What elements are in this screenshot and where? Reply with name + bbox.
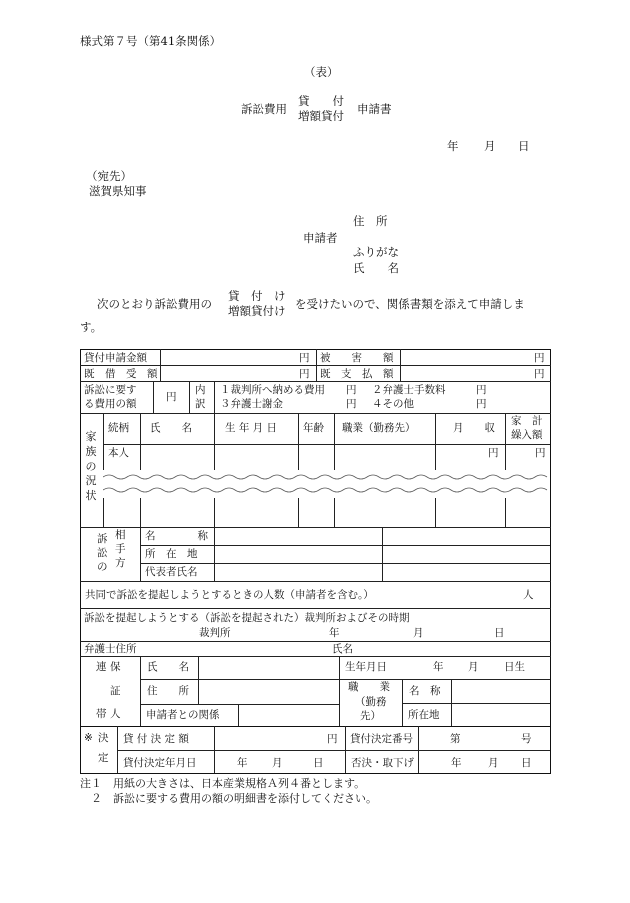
page-side-label: （表） (304, 65, 339, 79)
damage-amount-label: 被 害 額 (320, 352, 394, 364)
lawyer-address-label: 弁護士住所 (84, 643, 137, 655)
guarantor-birth-month: 月 (468, 661, 479, 673)
applicant-name-label: 氏 名 (353, 261, 399, 275)
opponent-label-5: 手 (115, 543, 126, 555)
guarantor-birth-day: 日生 (504, 661, 525, 673)
court-label: 裁判所 (199, 627, 231, 639)
decided-amount-yen: 円 (327, 733, 338, 745)
opponent-name-label: 名 称 (145, 530, 208, 542)
lawyer-fee-yen: 円 (476, 384, 487, 396)
guarantor-name-label: 氏 名 (147, 661, 189, 673)
col-occupation: 職業（勤務先） (342, 422, 416, 434)
court-fee-yen: 円 (346, 384, 357, 396)
col-birth: 生 年 月 日 (225, 422, 278, 434)
decision-date-year: 年 (237, 757, 248, 769)
already-paid-yen: 円 (534, 368, 545, 380)
guarantor-label-5: 人 (110, 708, 121, 720)
guarantor-job-line1: 職 業 (348, 681, 390, 693)
rejection-label: 否決・取下げ (351, 757, 414, 769)
addressee-label: （宛先） (86, 169, 132, 183)
guarantor-location-label: 所在地 (408, 709, 440, 721)
court-date-month: 月 (413, 627, 424, 639)
col-relation: 続柄 (108, 422, 129, 434)
decision-mark: ※ (84, 732, 93, 744)
opponent-label-4: 相 (115, 529, 126, 541)
addressee-name: 滋賀県知事 (89, 184, 147, 198)
guarantor-job-line3: 先） (360, 710, 381, 722)
opponent-label-6: 方 (115, 557, 126, 569)
title-option-increase: 増額貸付 (298, 109, 344, 123)
already-received-label: 既 借 受 額 (84, 368, 158, 380)
title-option-loan: 貸 付 (298, 94, 344, 108)
guarantor-birth-label: 生年月日 (345, 661, 387, 673)
applicant-label: 申請者 (303, 231, 338, 245)
statement-option-increase: 増額貸付け (228, 304, 286, 318)
date-year: 年 (447, 139, 459, 153)
cost-label-line1: 訴訟に要す (84, 384, 137, 396)
rejection-date-day: 日 (521, 757, 532, 769)
decision-number-prefix: 第 (450, 733, 461, 745)
other-cost-yen: 円 (476, 398, 487, 410)
rejection-date-year: 年 (451, 757, 462, 769)
decision-number-suffix: 号 (521, 733, 532, 745)
decision-date-month: 月 (272, 757, 283, 769)
decision-date-day: 日 (313, 757, 324, 769)
date-month: 月 (484, 139, 496, 153)
guarantor-label-2: 保 (110, 661, 121, 673)
other-cost-label: ４その他 (372, 398, 414, 410)
date-day: 日 (518, 139, 530, 153)
omitted-rows-wave (103, 470, 549, 498)
court-fee-label: １裁判所へ納める費用 (220, 384, 325, 396)
cost-label-line2: る費用の額 (84, 398, 137, 410)
guarantor-relation-label: 申請者との関係 (146, 709, 220, 721)
form-number: 様式第７号（第41条関係） (80, 34, 222, 48)
rejection-date-month: 月 (488, 757, 499, 769)
statement-wrap: す。 (80, 320, 103, 334)
statement-option-loan: 貸 付 け (228, 289, 286, 303)
note-attach-statement: ２ 訴訟に要する費用の額の明細書を添付してください。 (80, 792, 377, 805)
damage-amount-yen: 円 (534, 352, 545, 364)
opponent-label-3: の (97, 561, 108, 573)
coplaintiffs-persons: 人 (523, 589, 534, 601)
decision-label-2: 定 (98, 752, 109, 764)
col-age: 年齢 (303, 422, 324, 434)
court-date-day: 日 (494, 627, 505, 639)
applicant-furigana-label: ふりがな (353, 245, 399, 259)
self-support-yen: 円 (535, 447, 546, 459)
guarantor-label-3: 証 (110, 685, 121, 697)
self-row-relation: 本人 (108, 447, 129, 459)
opponent-rep-label: 代表者氏名 (145, 566, 198, 578)
already-received-yen: 円 (299, 368, 310, 380)
applicant-address-label: 住 所 (353, 214, 388, 228)
opponent-label-2: 訟 (97, 547, 108, 559)
lawyer-fee-label: ２弁護士手数料 (372, 384, 446, 396)
statement-after: を受けたいので、関係書類を添えて申請しま (295, 297, 525, 311)
court-line-label: 訴訟を提起しようとする（訴訟を提起された）裁判所およびその時期 (84, 612, 410, 624)
loan-amount-label: 貸付申請金額 (84, 352, 147, 364)
family-status-label: 家族の況状 (85, 430, 97, 503)
opponent-label-1: 訴 (97, 533, 108, 545)
col-income: 月 収 (453, 422, 495, 434)
opponent-address-label: 所 在 地 (145, 548, 198, 560)
decision-label-1: 決 (98, 732, 109, 744)
guarantor-job-line2: （勤務 (355, 696, 387, 708)
court-date-year: 年 (329, 627, 340, 639)
loan-amount-yen: 円 (299, 352, 310, 364)
lawyer-reward-label: ３弁護士謝金 (220, 398, 283, 410)
guarantor-label-4: 帯 (96, 708, 107, 720)
title-prefix: 訴訟費用 (241, 102, 287, 116)
guarantor-company-label: 名 称 (409, 685, 441, 697)
col-support-line2: 繰入額 (511, 429, 543, 441)
lawyer-reward-yen: 円 (346, 398, 357, 410)
col-support-line1: 家 計 (511, 415, 543, 427)
title-suffix: 申請書 (357, 102, 392, 116)
breakdown-label-2: 訳 (195, 398, 206, 410)
decision-number-label: 貸付決定番号 (350, 733, 413, 745)
decision-date-label: 貸付決定年月日 (123, 757, 197, 769)
breakdown-label-1: 内 (195, 384, 206, 396)
decided-amount-label: 貸 付 決 定 額 (123, 733, 189, 745)
cost-yen: 円 (166, 391, 177, 403)
self-income-yen: 円 (488, 447, 499, 459)
guarantor-label-1: 連 (96, 661, 107, 673)
guarantor-address-label: 住 所 (147, 685, 189, 697)
statement-before: 次のとおり訴訟費用の (97, 297, 212, 311)
coplaintiffs-label: 共同で訴訟を提起しようとするときの人数（申請者を含む。） (85, 589, 374, 601)
lawyer-name-label: 氏名 (332, 643, 353, 655)
col-name: 氏 名 (150, 422, 192, 434)
guarantor-birth-year: 年 (433, 661, 444, 673)
already-paid-label: 既 支 払 額 (320, 368, 394, 380)
note-paper-size: 注１ 用紙の大きさは、日本産業規格Ａ列４番とします。 (80, 777, 366, 790)
